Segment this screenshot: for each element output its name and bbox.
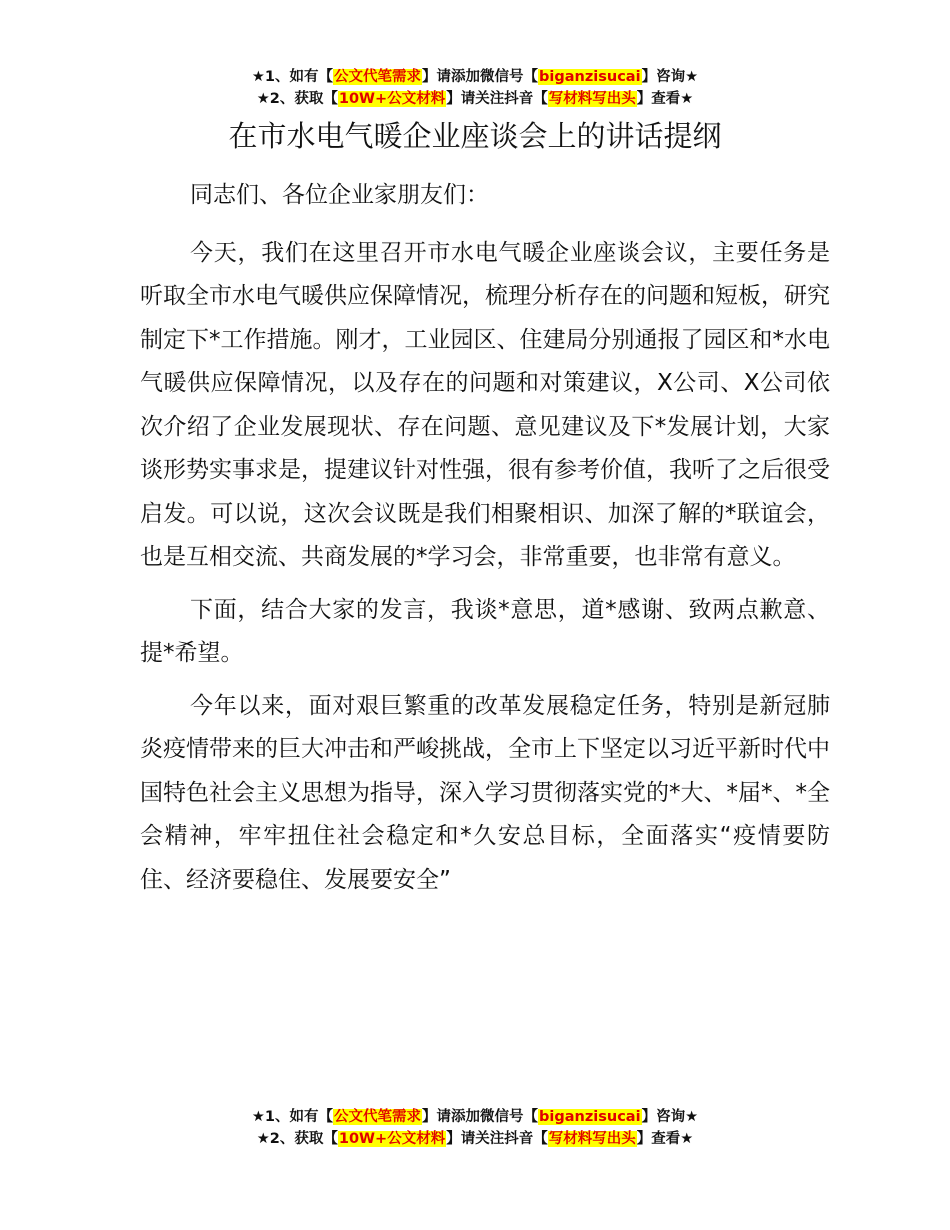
paragraph-3: 今年以来，面对艰巨繁重的改革发展稳定任务，特别是新冠肺炎疫情带来的巨大冲击和严峻挑战，全市上下坚定以习近平新时代中国特色社会主义思想为指导，深入学习贯彻落实党的*大、*届*、*全会精神，牢牢扭住社会稳定和*久安总目标，全面落实“疫情要防住、经济要稳住、发展要安全” xyxy=(140,692,830,893)
banner-text: 】请添加微信号【 xyxy=(422,1109,539,1125)
banner-text: 】咨询★ xyxy=(641,1109,699,1125)
highlight-text: biganzisucai xyxy=(539,69,641,85)
banner-text: ★1、如有【 xyxy=(251,1109,334,1125)
paragraph-1: 今天，我们在这里召开市水电气暖企业座谈会议，主要任务是听取全市水电气暖供应保障情况，梳理分析存在的问题和短板，研究制定下*工作措施。刚才，工业园区、住建局分别通报了园区和*水电气暖供应保障情况，以及存在的问题和对策建议，X公司、X公司依次介绍了企业发展现状、存在问题、意见建议及下*发展计划，大家谈形势实事求是，提建议针对性强，很有参考价值，我听了之后很受启发。可以说，这次会议既是我们相聚相识、加深了解的*联谊会，也是互相交流、共商发展的*学习会，非常重要，也非常有意义。 xyxy=(140,239,830,570)
highlight-text: 10W+公文材料 xyxy=(338,1131,446,1147)
highlight-text: 写材料写出头 xyxy=(548,91,636,107)
paragraph-2: 下面，结合大家的发言，我谈*意思，道*感谢、致两点歉意、提*希望。 xyxy=(140,596,830,666)
banner-text: ★2、获取【 xyxy=(256,91,338,107)
banner-text: 】请添加微信号【 xyxy=(422,69,539,85)
banner-text: 】查看★ xyxy=(636,91,694,107)
highlight-text: 公文代笔需求 xyxy=(334,1109,422,1125)
footer-banner xyxy=(0,1106,950,1150)
banner-line-2 xyxy=(0,1128,950,1150)
banner-text: 】咨询★ xyxy=(641,69,699,85)
banner-text: 】查看★ xyxy=(636,1131,694,1147)
highlight-text: 10W+公文材料 xyxy=(338,91,446,107)
highlight-text: biganzisucai xyxy=(539,1109,641,1125)
highlight-text: 公文代笔需求 xyxy=(334,69,422,85)
document-title: 在市水电气暖企业座谈会上的讲话提纲 xyxy=(228,119,722,153)
highlight-text: 写材料写出头 xyxy=(548,1131,636,1147)
banner-line-1 xyxy=(0,1106,950,1128)
banner-text: 】请关注抖音【 xyxy=(446,1131,548,1147)
header-banner xyxy=(0,66,950,110)
banner-text: 】请关注抖音【 xyxy=(446,91,548,107)
banner-line-1 xyxy=(0,66,950,88)
banner-text: ★2、获取【 xyxy=(256,1131,338,1147)
document-body xyxy=(140,174,830,911)
banner-text: ★1、如有【 xyxy=(251,69,334,85)
banner-line-2 xyxy=(0,88,950,110)
greeting: 同志们、各位企业家朋友们： xyxy=(190,182,489,208)
